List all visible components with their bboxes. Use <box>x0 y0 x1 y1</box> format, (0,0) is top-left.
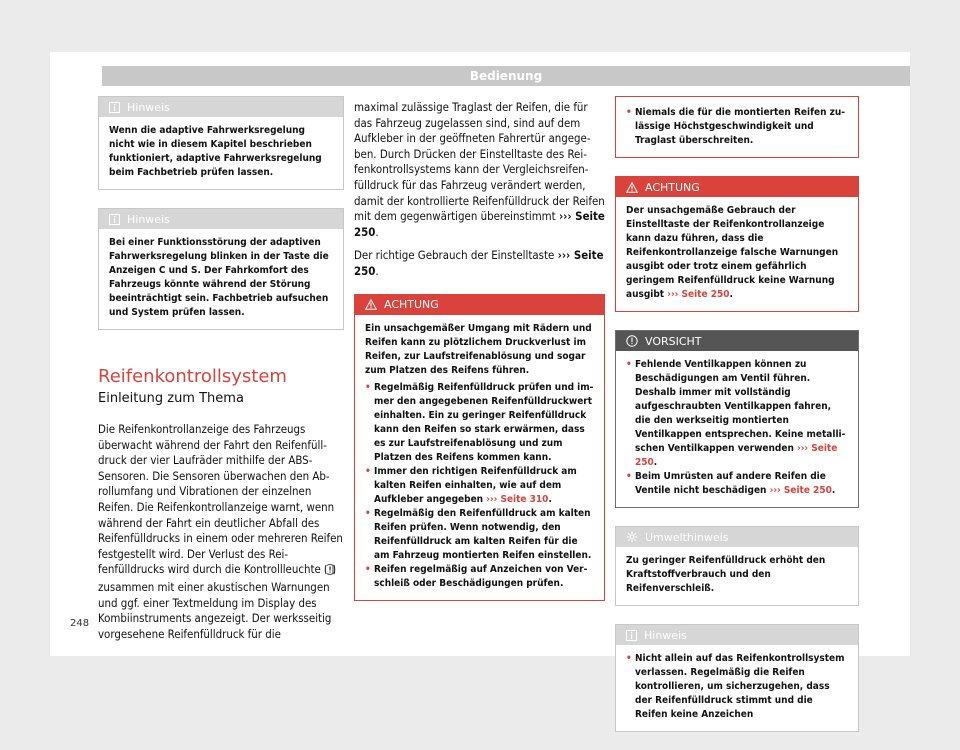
page-ref-link[interactable]: ››› Seite 250 <box>667 289 730 300</box>
environment-leaf-icon <box>626 531 638 543</box>
vorsicht-label: VORSICHT <box>645 334 702 348</box>
umwelt-box <box>615 526 859 606</box>
section-title: Reifenkontrollsystem <box>98 366 287 387</box>
hinweis-label: Hinweis <box>127 100 170 114</box>
tire-pressure-warning-icon <box>324 564 336 580</box>
achtung-box-right <box>615 176 859 312</box>
info-icon <box>626 630 637 641</box>
section-subtitle: Einleitung zum Thema <box>98 391 244 406</box>
page-ref-link[interactable]: ››› Seite 310 <box>486 493 549 505</box>
achtung-intro: Ein unsachgemäßer Umgang mit Rädern und Reifen kann zu plötzlichem Druckverlust im Reifen, zur Laufstreifenablösung und sogar zum Platzen des Reifens führen. <box>365 322 592 376</box>
achtung-label: ACHTUNG <box>384 298 439 312</box>
hinweis-label: Hinweis <box>127 212 170 226</box>
intro-text-2: zusammen mit einer akustischen Warnungen und ggf. einer Textmeldung im Display des Kombiinstruments angezeigt. Der werksseitig vorgesehene Reifenfülldruck für die <box>98 579 332 641</box>
middle-paragraph-1: maximal zulässige Traglast der Reifen, die für das Fahrzeug zugelassen sind, sind auf dem Aufkleber in der geöffneten Fahrertür angegeben. Durch Drücken der Einstelltaste des Reifenkontrollsystems kann der Vergleichsreifenfülldruck für das Fahrzeug verändert werden, damit der kontrollierte Reifenfülldruck der Reifen mit dem gegenwärtigen übereinstimmt ››› Seite 250. <box>354 100 605 239</box>
page-header: Bedienung <box>102 66 910 86</box>
warning-triangle-icon <box>626 182 638 193</box>
achtung-bullet: • Immer den richtigen Reifenfülldruck am kalten Reifen einhalten, wie auf dem Aufkleber angegeben ››› Seite 310. <box>365 465 594 507</box>
intro-text-1: Die Reifenkontrollanzeige des Fahrzeugs überwacht während der Fahrt den Reifenfülldruck der vier Laufräder mithilfe der ABS-Sensoren. Die Sensoren überwachen den Abrollumfang und Vibrationen der einzelnen Reifen. Die Reifenkontrollanzeige warnt, wenn während der Fahrt ein deutlicher Abfall des Reifenfülldrucks in einem oder mehreren Reifen festgestellt wird. Der Verlust des Reifenfülldrucks wird durch die Kontrollleuchte <box>98 422 343 577</box>
plain-bullet: • Niemals die für die montierten Reifen zulässige Höchstgeschwindigkeit und Traglast überschreiten. <box>626 106 848 148</box>
info-icon <box>109 102 120 113</box>
achtung-bullet: • Regelmäßig Reifenfülldruck prüfen und immer den angegebenen Reifenfülldruckwert einhalten. Ein zu geringer Reifenfülldruck kann den Reifen so stark erwärmen, dass es zur Laufstreifenablösung und zum Platzen des Reifens kommen kann. <box>365 381 594 465</box>
middle-column <box>354 100 605 619</box>
page-ref-link[interactable]: ››› Seite 250 <box>635 443 838 468</box>
intro-paragraph <box>98 422 344 642</box>
info-icon <box>109 214 120 225</box>
manual-page <box>50 52 910 720</box>
achtung-label: ACHTUNG <box>645 180 700 194</box>
left-column <box>98 96 344 650</box>
hinweis-box-right <box>615 624 859 732</box>
page-number: 248 <box>70 618 90 629</box>
vorsicht-bullet: • Beim Umrüsten auf andere Reifen die Ventile nicht beschädigen ››› Seite 250. <box>626 470 848 498</box>
hinweis-box-2 <box>98 208 344 330</box>
umwelt-label: Umwelthinweis <box>645 530 729 544</box>
hinweis-text: Wenn die adaptive Fahrwerksregelung nicht wie in diesem Kapitel beschrieben funktioniert, adaptive Fahrwerksregelung beim Fachbetrieb prüfen lassen. <box>109 125 322 178</box>
middle-paragraph-2: Der richtige Gebrauch der Einstelltaste ››› Seite 250. <box>354 248 604 278</box>
continued-warning-box <box>615 96 859 158</box>
achtung-bullet: • Reifen regelmäßig auf Anzeichen von Verschleiß oder Beschädigungen prüfen. <box>365 563 594 591</box>
achtung-bullet: • Regelmäßig den Reifenfülldruck am kalten Reifen prüfen. Wenn notwendig, den Reifenfülldruck am kalten Reifen für die am Fahrzeug montierten Reifen einstellen. <box>365 507 594 563</box>
vorsicht-box <box>615 330 859 508</box>
page-ref-link[interactable]: ››› Seite 250 <box>354 209 605 239</box>
caution-circle-icon <box>626 335 638 347</box>
hinweis-label: Hinweis <box>644 628 687 642</box>
achtung-text: Der unsachgemäße Gebrauch der Einstelltaste der Reifenkontrollanzeige kann dazu führen, dass die Reifenkontrollanzeige falsche Warnungen ausgibt oder trotz einem gefährlich geringem Reifenfülldruck keine Warnung ausgibt ››› Seite 250. <box>626 205 839 300</box>
page-ref-link[interactable]: ››› Seite 250 <box>354 248 604 278</box>
hinweis-text: Bei einer Funktionsstörung der adaptiven Fahrwerksregelung blinken in der Taste die Anzeigen C und S. Der Fahrkomfort des Fahrzeugs könnte während der Störung beeinträchtigt sein. Fachbetrieb aufsuchen und System prüfen lassen. <box>109 237 329 318</box>
hinweis-box-1 <box>98 96 344 190</box>
umwelt-text: Zu geringer Reifenfülldruck erhöht den Kraftstoffverbrauch und den Reifenverschleiß. <box>626 555 826 594</box>
page-ref-link[interactable]: ››› Seite 250 <box>769 485 832 496</box>
right-column <box>615 96 859 750</box>
warning-triangle-icon <box>365 299 377 310</box>
vorsicht-bullet: • Fehlende Ventilkappen können zu Beschädigungen am Ventil führen. Deshalb immer mit vollständig aufgeschraubten Ventilkappen fahren, die den werkseitig montierten Ventilkappen entsprechen. Keine metallischen Ventilkappen verwenden ››› Seite 250. <box>626 358 848 470</box>
hinweis-bullet: • Nicht allein auf das Reifenkontrollsystem verlassen. Regelmäßig die Reifen kontrollieren, um sicherzugehen, dass der Reifenfülldruck stimmt und die Reifen keine Anzeichen <box>626 652 848 722</box>
achtung-box <box>354 294 605 601</box>
